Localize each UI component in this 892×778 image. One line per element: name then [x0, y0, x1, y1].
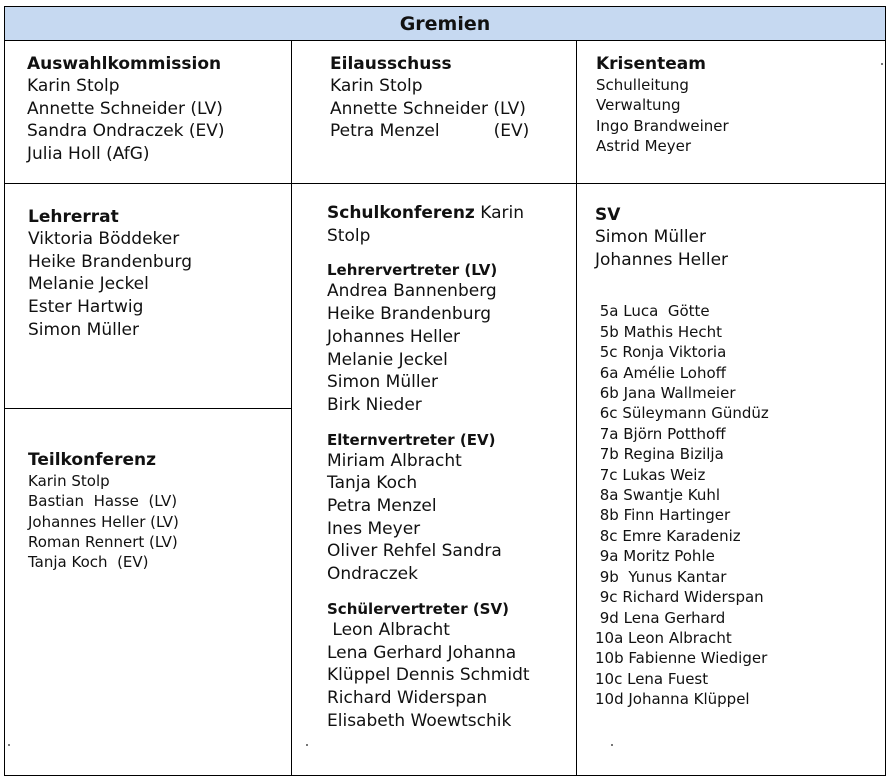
list-item: 9b Yunus Kantar — [595, 567, 727, 586]
list-item: Roman Rennert (LV) — [28, 532, 178, 551]
subsection-title: Lehrervertreter (LV) — [327, 261, 498, 280]
list-item: Ondraczek — [327, 564, 418, 585]
list-item: Tanja Koch — [327, 473, 418, 494]
section-title: Eilausschuss — [330, 54, 452, 74]
list-item: 6b Jana Wallmeier — [595, 384, 736, 403]
list-item: Andrea Bannenberg — [327, 281, 497, 302]
class-representative-list — [595, 301, 769, 709]
list-item: 6a Amélie Lohoff — [595, 363, 726, 382]
list-item: Petra Menzel — [327, 496, 437, 517]
scan-mark — [611, 744, 613, 746]
cell-krisenteam — [596, 53, 729, 156]
list-item: Viktoria Böddeker — [28, 229, 180, 249]
schulkonferenz-heading — [327, 202, 530, 247]
list-item: 9d Lena Gerhard — [595, 608, 726, 627]
list-item: Melanie Jeckel — [327, 349, 448, 370]
subsection-title: Elternvertreter (EV) — [327, 430, 496, 449]
list-item: 5a Luca Götte — [595, 302, 710, 321]
list-item: 7c Lukas Weiz — [595, 465, 706, 484]
member-list — [27, 75, 225, 166]
list-item: Richard Widerspan — [327, 687, 488, 708]
chair-name-last: Stolp — [327, 225, 371, 246]
list-item: 9a Moritz Pohle — [595, 547, 715, 566]
column-divider — [576, 41, 577, 775]
chair-name-first: Karin — [480, 203, 524, 223]
member-list — [327, 280, 530, 416]
member-list — [327, 450, 530, 586]
list-item: Sandra Ondraczek (EV) — [27, 121, 225, 142]
list-item: 10d Johanna Klüppel — [595, 690, 750, 709]
list-item: Leon Albracht — [327, 619, 450, 640]
list-item: 9c Richard Widerspan — [595, 588, 764, 607]
column-divider — [291, 41, 292, 775]
scan-mark — [306, 744, 308, 746]
list-item: Tanja Koch (EV) — [28, 553, 149, 572]
list-item: Annette Schneider (LV) — [330, 98, 526, 119]
list-item: Heike Brandenburg — [327, 304, 491, 325]
list-item: Ingo Brandweiner — [596, 116, 729, 135]
list-item: Simon Müller — [595, 227, 706, 247]
section-title: Schulkonferenz — [327, 203, 475, 223]
cell-eilausschuss — [330, 53, 529, 143]
list-item: Birk Nieder — [327, 394, 422, 415]
list-item: 7b Regina Bizilja — [595, 445, 724, 464]
member-list — [596, 75, 729, 156]
scan-mark — [8, 744, 10, 746]
sv-leader-list — [595, 226, 769, 271]
cell-auswahlkommission — [27, 53, 225, 166]
list-item: Lena Gerhard Johanna — [327, 642, 517, 663]
list-item: Simon Müller — [28, 319, 139, 340]
list-item: 10c Lena Fuest — [595, 669, 709, 688]
gremien-table — [4, 6, 886, 776]
row-divider — [5, 183, 885, 184]
list-item: Oliver Rehfel Sandra — [327, 541, 502, 562]
subsection-title: Schülervertreter (SV) — [327, 599, 509, 618]
list-item: 5b Mathis Hecht — [595, 322, 723, 341]
list-item: Julia Holl (AfG) — [27, 144, 150, 165]
member-list — [327, 619, 530, 733]
list-item: 10a Leon Albracht — [595, 628, 732, 647]
list-item: 8c Emre Karadeniz — [595, 526, 741, 545]
list-item: Bastian Hasse (LV) — [28, 492, 178, 511]
list-item: Annette Schneider (LV) — [27, 98, 223, 119]
list-item: Elisabeth Woewtschik — [327, 710, 512, 731]
section-title: Krisenteam — [596, 54, 706, 74]
member-list — [28, 228, 192, 342]
cell-sv — [595, 204, 769, 710]
table-header: Gremien — [5, 7, 885, 41]
list-item: Ester Hartwig — [28, 297, 144, 318]
list-item: Klüppel Dennis Schmidt — [327, 665, 530, 686]
list-item: Astrid Meyer — [596, 136, 692, 155]
section-title: Teilkonferenz — [28, 450, 156, 470]
list-item: Ines Meyer — [327, 518, 421, 539]
member-list — [28, 471, 179, 572]
scan-mark — [881, 63, 883, 65]
list-item: 7a Björn Potthoff — [595, 424, 726, 443]
list-item: Petra Menzel (EV) — [330, 121, 530, 142]
list-item: 5c Ronja Viktoria — [595, 343, 727, 362]
list-item: Melanie Jeckel — [28, 274, 149, 295]
list-item: 8b Finn Hartinger — [595, 506, 731, 525]
row-divider — [5, 408, 291, 409]
cell-schulkonferenz — [327, 202, 530, 732]
list-item: Simon Müller — [327, 372, 438, 393]
list-item: Schulleitung — [596, 76, 689, 94]
list-item: Karin Stolp — [27, 76, 120, 96]
list-item: Heike Brandenburg — [28, 251, 192, 272]
list-item: 8a Swantje Kuhl — [595, 486, 721, 505]
list-item: Karin Stolp — [28, 472, 110, 490]
section-title: Auswahlkommission — [27, 54, 222, 74]
cell-lehrerrat — [28, 206, 192, 342]
list-item: Johannes Heller — [595, 249, 729, 270]
list-item: Karin Stolp — [330, 76, 423, 96]
list-item: Verwaltung — [596, 96, 681, 115]
member-list — [330, 75, 529, 143]
section-title: Lehrerrat — [28, 207, 119, 227]
list-item: Miriam Albracht — [327, 450, 462, 471]
list-item: Johannes Heller — [327, 326, 461, 347]
list-item: 10b Fabienne Wiediger — [595, 649, 768, 668]
list-item: Johannes Heller (LV) — [28, 512, 179, 531]
cell-teilkonferenz — [28, 449, 179, 572]
list-item: 6c Süleymann Gündüz — [595, 404, 769, 423]
section-title: SV — [595, 205, 621, 225]
